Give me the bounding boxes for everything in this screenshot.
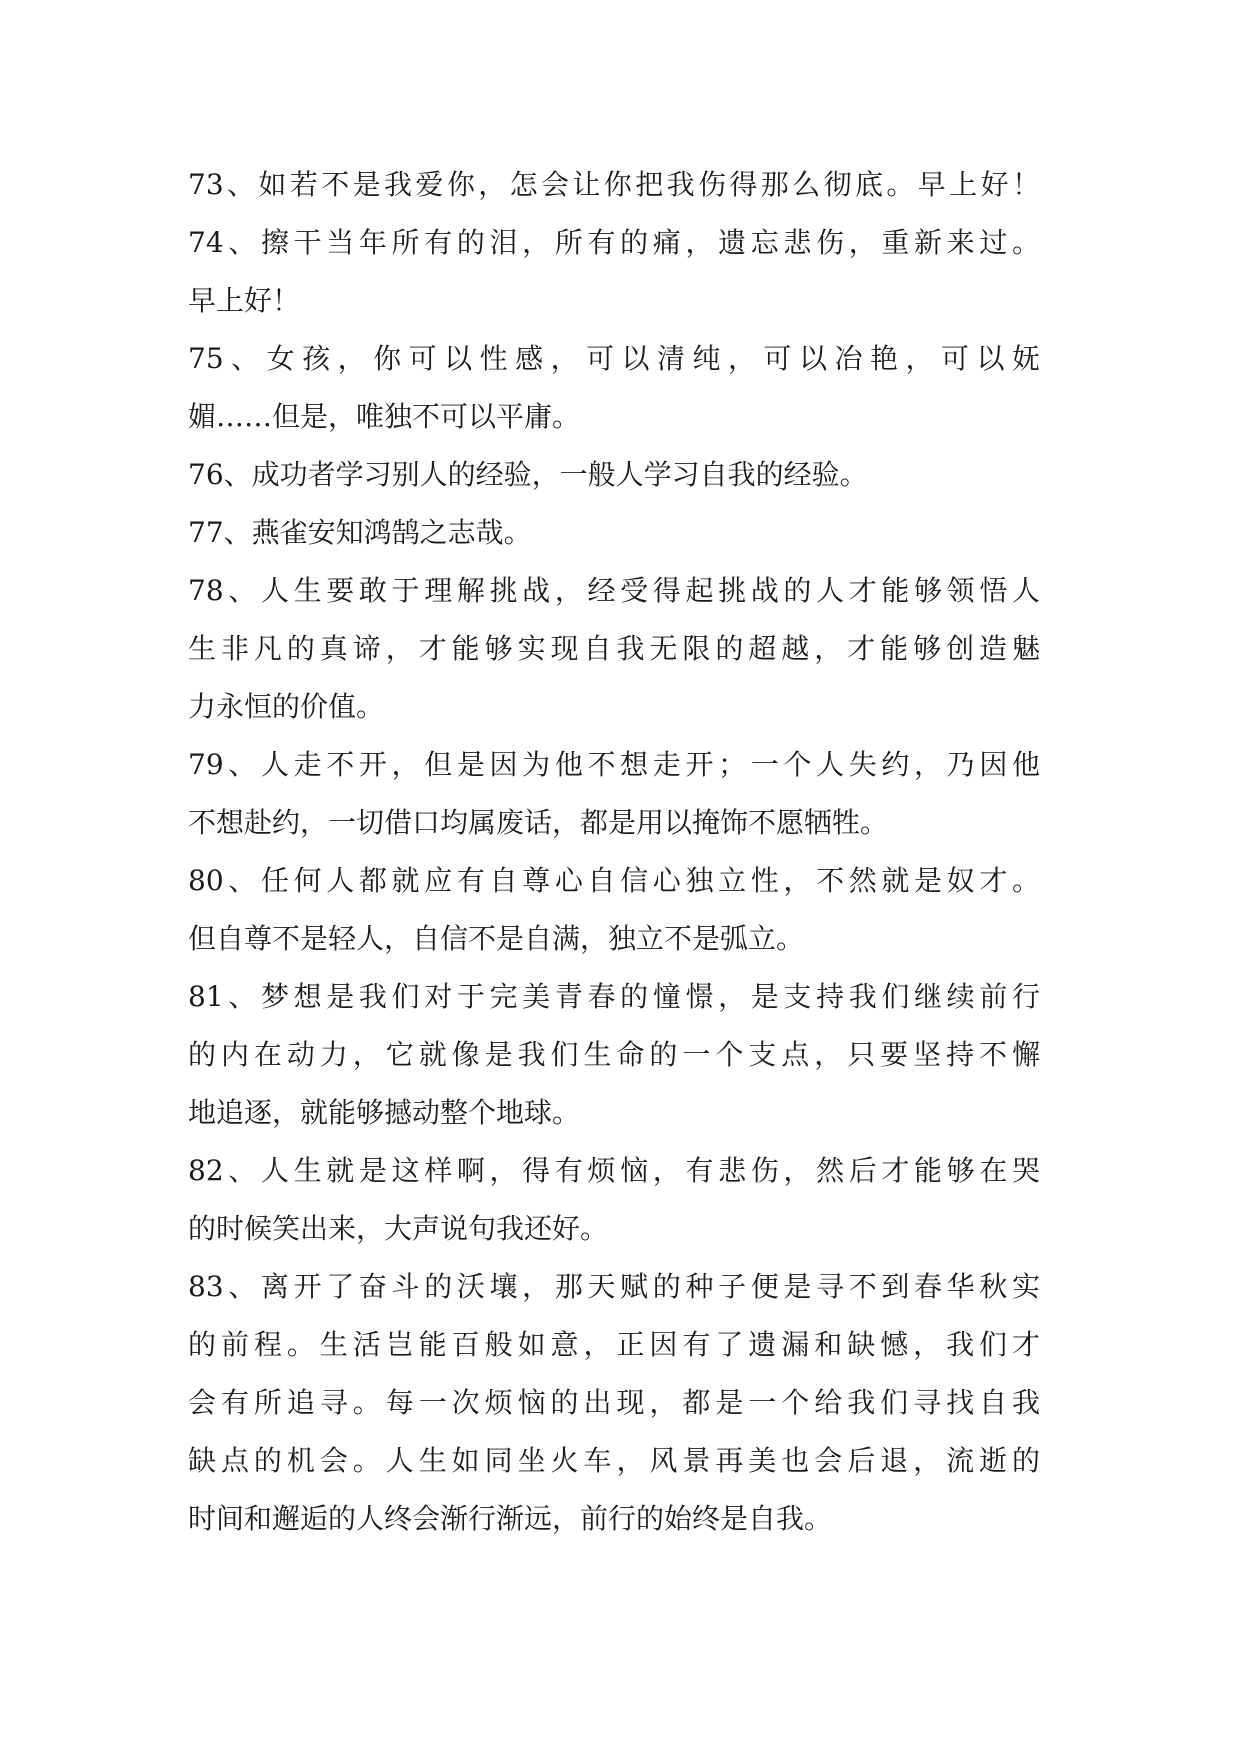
entry-81 <box>188 968 1040 1142</box>
text-line: 缺点的机会。人生如同坐火车，风景再美也会后退，流逝的 <box>188 1444 1040 1477</box>
entry-82 <box>188 1142 1040 1258</box>
text-line: 81、梦想是我们对于完美青春的憧憬，是支持我们继续前行 <box>188 980 1040 1013</box>
entry-77 <box>188 504 1040 562</box>
text-line: 80、任何人都就应有自尊心自信心独立性，不然就是奴才。 <box>188 864 1040 897</box>
text-line: 74、擦干当年所有的泪，所有的痛，遗忘悲伤，重新来过。 <box>188 226 1040 259</box>
text-line: 79、人走不开，但是因为他不想走开；一个人失约，乃因他 <box>188 748 1040 781</box>
text-line: 媚……但是，唯独不可以平庸。 <box>188 400 581 433</box>
text-line: 76、成功者学习别人的经验，一般人学习自我的经验。 <box>188 458 868 491</box>
entry-76 <box>188 446 1040 504</box>
text-line: 会有所追寻。每一次烦恼的出现，都是一个给我们寻找自我 <box>188 1386 1040 1419</box>
entry-79 <box>188 736 1040 852</box>
entry-74 <box>188 214 1040 330</box>
entry-73 <box>188 156 1040 214</box>
text-line: 地追逐，就能够撼动整个地球。 <box>188 1096 581 1129</box>
entry-78 <box>188 562 1040 736</box>
text-line: 的前程。生活岂能百般如意，正因有了遗漏和缺憾，我们才 <box>188 1328 1040 1361</box>
text-line: 83、离开了奋斗的沃壤，那天赋的种子便是寻不到春华秋实 <box>188 1270 1040 1303</box>
entry-83 <box>188 1258 1040 1548</box>
text-line: 78、人生要敢于理解挑战，经受得起挑战的人才能够领悟人 <box>188 574 1040 607</box>
text-line: 早上好！ <box>188 284 301 317</box>
text-line: 73、如若不是我爱你，怎会让你把我伤得那么彻底。早上好！ <box>188 168 1040 201</box>
entry-80 <box>188 852 1040 968</box>
text-line: 但自尊不是轻人，自信不是自满，独立不是弧立。 <box>188 922 805 955</box>
entry-75 <box>188 330 1040 446</box>
text-line: 77、燕雀安知鸿鹄之志哉。 <box>188 516 532 549</box>
text-line: 力永恒的价值。 <box>188 690 385 723</box>
text-line: 82、人生就是这样啊，得有烦恼，有悲伤，然后才能够在哭 <box>188 1154 1040 1187</box>
text-line: 的内在动力，它就像是我们生命的一个支点，只要坚持不懈 <box>188 1038 1040 1071</box>
text-line: 的时候笑出来，大声说句我还好。 <box>188 1212 609 1245</box>
document-body <box>188 156 1040 1548</box>
text-line: 时间和邂逅的人终会渐行渐远，前行的始终是自我。 <box>188 1502 833 1535</box>
text-line: 不想赴约，一切借口均属废话，都是用以掩饰不愿牺牲。 <box>188 806 889 839</box>
text-line: 75、女孩，你可以性感，可以清纯，可以冶艳，可以妩 <box>188 342 1040 375</box>
text-line: 生非凡的真谛，才能够实现自我无限的超越，才能够创造魅 <box>188 632 1040 665</box>
